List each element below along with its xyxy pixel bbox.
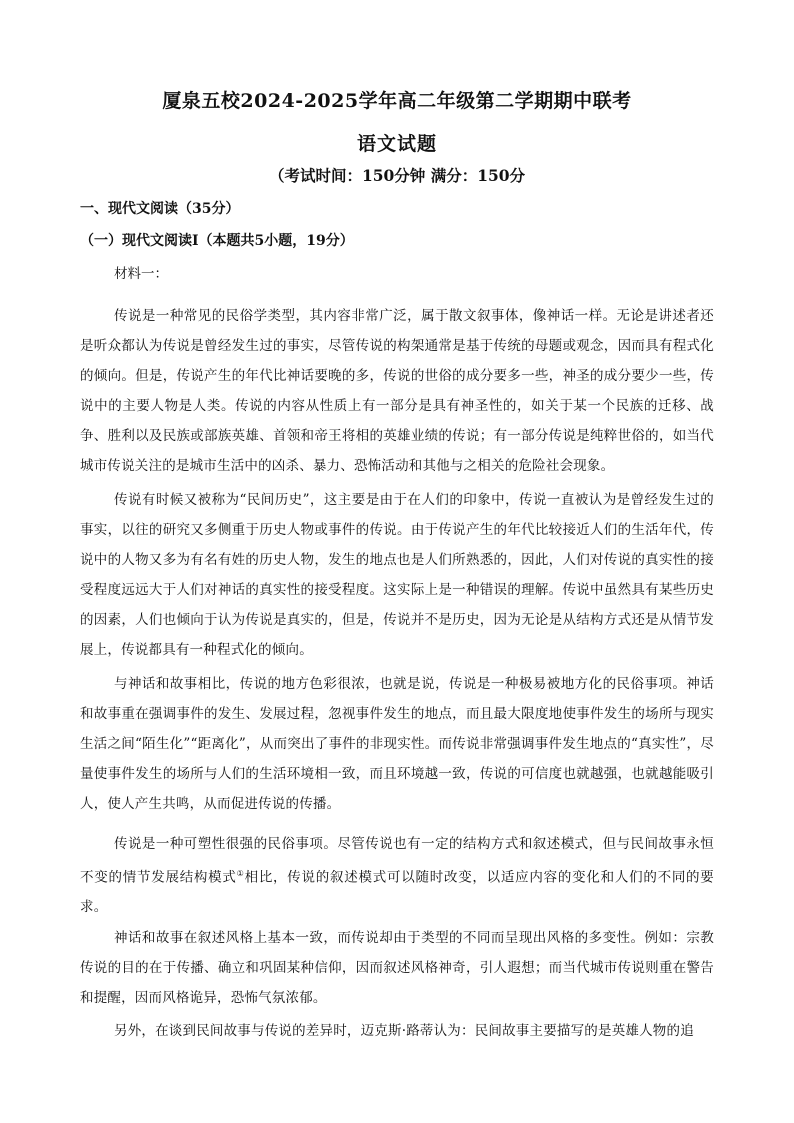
paragraph-2: 传说有时候又被称为“民间历史”，这主要是由于在人们的印象中，传说一直被认为是曾经发生过的事实，以往的研究又多侧重于历史人物或事件的传说。由于传说产生的年代比较接近人们的生活年代，传说中的人物又多为有名有姓的历史人物，发生的地点也是人们所熟悉的，因此，人们对传说的真实性的接受程度远远大于人们对神话的真实性的接受程度。这实际上是一种错误的理解。传说中虽然具有某些历史的因素，人们也倾向于认为传说是真实的，但是，传说并不是历史，因为无论是从结构方式还是从情节发展上，传说都具有一种程式化的倾向。 [80,491,714,658]
paragraph-5: 神话和故事在叙述风格上基本一致，而传说却由于类型的不同而呈现出风格的多变性。例如：宗教传说的目的在于传播、确立和巩固某种信仰，因而叙述风格神奇，引人遐想；而当代城市传说则重在警告和提醒，因而风格诡异，恐怖气氛浓郁。 [80,929,714,1006]
section-heading: 一、现代文阅读（35分） [80,201,240,217]
paragraph-6: 另外，在谈到民间故事与传说的差异时，迈克斯·路蒂认为：民间故事主要描写的是英雄人物的追 [114,1022,694,1039]
paragraph-3: 与神话和故事相比，传说的地方色彩很浓，也就是说，传说是一种极易被地方化的民俗事项。神话和故事重在强调事件的发生、发展过程，忽视事件发生的地点，而且最大限度地使事件发生的场所与现实生活之间“陌生化”“距离化”，从而突出了事件的非现实性。而传说非常强调事件发生地点的“真实性”，尽量使事件发生的场所与人们的生活环境相一致，而且环境越一致，传说的可信度也就越强，也就越能吸引人，使人产生共鸣，从而促进传说的传播。 [80,675,714,812]
exam-time-score: （考试时间：150分钟 满分：150分 [268,166,526,185]
exam-title: 厦泉五校2024-2025学年高二年级第二学期期中联考 [162,90,632,112]
subsection-heading: （一）现代文阅读Ⅰ（本题共5小题，19分） [80,233,354,249]
material-label: 材料一： [114,266,168,282]
paragraph-4-text: 传说是一种可塑性很强的民俗事项。尽管传说也有一定的结构方式和叙述模式，但与民间故事永恒不变的情节发展结构模式 [80,835,714,885]
footnote-marker: ① [236,868,245,878]
paragraph-1: 传说是一种常见的民俗学类型，其内容非常广泛，属于散文叙事体，像神话一样。无论是讲述者还是听众都认为传说是曾经发生过的事实，尽管传说的构架通常是基于传统的母题或观念，因而具有程式化的倾向。但是，传说产生的年代比神话要晚的多，传说的世俗的成分要多一些，神圣的成分要少一些，传说中的主要人物是人类。传说的内容从性质上有一部分是具有神圣性的，如关于某一个民族的迁移、战争、胜利以及民族或部族英雄、首领和帝王将相的英雄业绩的传说；有一部分传说是纯粹世俗的，如当代城市传说关注的是城市生活中的凶杀、暴力、恐怖活动和其他与之相关的危险社会现象。 [80,307,714,474]
exam-subject: 语文试题 [356,133,437,155]
paragraph-4-tail: 相比，传说的叙述模式可以随时改变，以适应内容的变化和人们的不同的要求。 [80,869,714,915]
paragraph-4 [80,829,714,923]
